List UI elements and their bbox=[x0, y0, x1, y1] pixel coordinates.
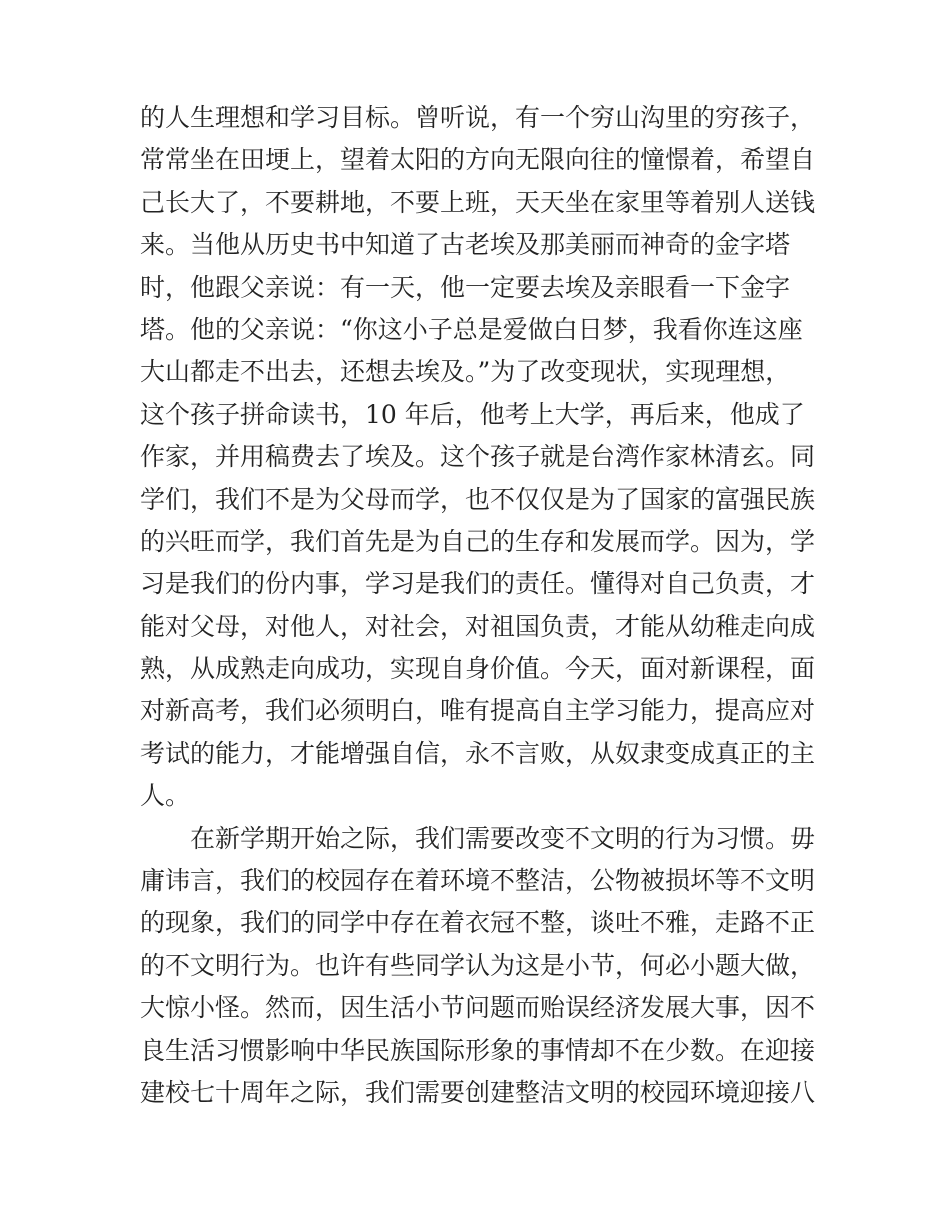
text-line: 的现象，我们的同学中存在着衣冠不整，谈吐不雅，走路不正 bbox=[140, 908, 816, 938]
text-line: 的兴旺而学，我们首先是为自己的生存和发展而学。因为，学 bbox=[140, 526, 816, 556]
text-line: 良生活习惯影响中华民族国际形象的事情却不在少数。在迎接 bbox=[140, 1035, 816, 1065]
text-line: 塔。他的父亲说：“你这小子总是爱做白日梦，我看你连这座 bbox=[140, 314, 803, 344]
text-line: 熟，从成熟走向成功，实现自身价值。今天，面对新课程，面 bbox=[140, 654, 816, 684]
text-line: 人。 bbox=[140, 781, 191, 811]
text-line: 来。当他从历史书中知道了古老埃及那美丽而神奇的金字塔 bbox=[140, 230, 791, 260]
text-line: 大山都走不出去，还想去埃及。”为了改变现状，实现理想， bbox=[140, 357, 791, 387]
text-line: 考试的能力，才能增强自信，永不言败，从奴隶变成真正的主 bbox=[140, 738, 816, 768]
text-line: 对新高考，我们必须明白，唯有提高自主学习能力，提高应对 bbox=[140, 696, 816, 726]
body-text bbox=[140, 97, 820, 1114]
text-line: 时，他跟父亲说：有一天，他一定要去埃及亲眼看一下金字 bbox=[140, 272, 791, 302]
text-line: 庸讳言，我们的校园存在着环境不整洁，公物被损坏等不文明 bbox=[140, 866, 816, 896]
text-line: 的人生理想和学习目标。曾听说，有一个穷山沟里的穷孩子， bbox=[140, 103, 816, 132]
text-line: 能对父母，对他人，对社会，对祖国负责，才能从幼稚走向成 bbox=[140, 611, 816, 641]
paragraph-start-line: 在新学期开始之际，我们需要改变不文明的行为习惯。毋 bbox=[190, 823, 816, 853]
text-line: 大惊小怪。然而，因生活小节问题而贻误经济发展大事，因不 bbox=[140, 993, 816, 1023]
text-line: 习是我们的份内事，学习是我们的责任。懂得对自己负责，才 bbox=[140, 569, 816, 599]
text-line: 己长大了，不要耕地，不要上班，天天坐在家里等着别人送钱 bbox=[140, 187, 816, 217]
text-line: 这个孩子拼命读书，10 年后，他考上大学，再后来，他成了 bbox=[140, 399, 805, 429]
text-line: 的不文明行为。也许有些同学认为这是小节，何必小题大做， bbox=[140, 950, 816, 980]
text-line: 常常坐在田埂上，望着太阳的方向无限向往的憧憬着，希望自 bbox=[140, 145, 816, 175]
text-line: 学们，我们不是为父母而学，也不仅仅是为了国家的富强民族 bbox=[140, 484, 816, 514]
text-line: 作家，并用稿费去了埃及。这个孩子就是台湾作家林清玄。同 bbox=[140, 442, 816, 472]
text-line: 建校七十周年之际，我们需要创建整洁文明的校园环境迎接八 bbox=[140, 1077, 816, 1107]
